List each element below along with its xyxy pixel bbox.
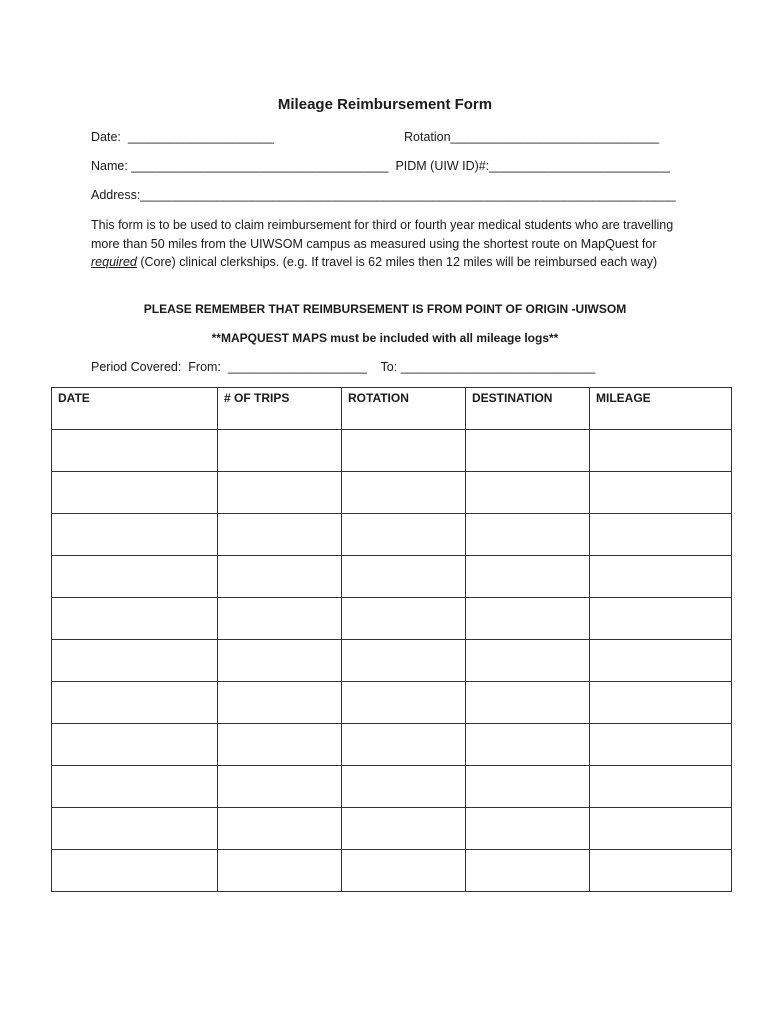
cell-mileage[interactable] [590, 430, 732, 472]
cell-date[interactable] [52, 472, 218, 514]
cell-destination[interactable] [466, 556, 590, 598]
table-body [52, 430, 732, 892]
cell-destination[interactable] [466, 640, 590, 682]
cell-rotation[interactable] [342, 808, 466, 850]
cell-date[interactable] [52, 850, 218, 892]
cell-date[interactable] [52, 514, 218, 556]
cell-trips[interactable] [218, 640, 342, 682]
mileage-log-table [51, 387, 732, 892]
cell-trips[interactable] [218, 430, 342, 472]
cell-destination[interactable] [466, 850, 590, 892]
table-row [52, 724, 732, 766]
instructions-text-start: This form is to be used to claim reimbursement for third or fourth year medical students who are travelling more than 50 miles from the UIWSOM campus as measured using the shortest route on MapQuest for [91, 218, 674, 251]
cell-date[interactable] [52, 808, 218, 850]
header-rotation: ROTATION [342, 388, 466, 430]
cell-rotation[interactable] [342, 682, 466, 724]
cell-mileage[interactable] [590, 850, 732, 892]
header-trips: # OF TRIPS [218, 388, 342, 430]
header-destination: DESTINATION [466, 388, 590, 430]
cell-rotation[interactable] [342, 850, 466, 892]
table-row [52, 850, 732, 892]
name-pidm-field[interactable]: Name: _____________________________________ PIDM (UIW ID)#:__________________________ [91, 159, 670, 173]
cell-trips[interactable] [218, 766, 342, 808]
origin-notice: PLEASE REMEMBER THAT REIMBURSEMENT IS FROM POINT OF ORIGIN -UIWSOM [143, 302, 627, 316]
cell-mileage[interactable] [590, 472, 732, 514]
table-row [52, 598, 732, 640]
instructions-emphasis: required [91, 255, 137, 269]
cell-rotation[interactable] [342, 430, 466, 472]
cell-destination[interactable] [466, 724, 590, 766]
header-date: DATE [52, 388, 218, 430]
cell-destination[interactable] [466, 766, 590, 808]
cell-rotation[interactable] [342, 640, 466, 682]
table-row [52, 766, 732, 808]
cell-destination[interactable] [466, 472, 590, 514]
cell-rotation[interactable] [342, 472, 466, 514]
cell-date[interactable] [52, 682, 218, 724]
cell-rotation[interactable] [342, 556, 466, 598]
cell-rotation[interactable] [342, 724, 466, 766]
cell-destination[interactable] [466, 598, 590, 640]
cell-destination[interactable] [466, 682, 590, 724]
cell-mileage[interactable] [590, 682, 732, 724]
cell-date[interactable] [52, 598, 218, 640]
address-field[interactable]: Address:_____________________________________________________________________________ [91, 188, 676, 202]
cell-trips[interactable] [218, 598, 342, 640]
table-row [52, 472, 732, 514]
cell-mileage[interactable] [590, 514, 732, 556]
instructions-text-end: (Core) clinical clerkships. (e.g. If travel is 62 miles then 12 miles will be reimbursed each way) [136, 255, 658, 269]
cell-trips[interactable] [218, 724, 342, 766]
cell-mileage[interactable] [590, 808, 732, 850]
cell-date[interactable] [52, 430, 218, 472]
date-field[interactable]: Date: _____________________ [91, 130, 274, 144]
table-header-row [52, 388, 732, 430]
cell-mileage[interactable] [590, 724, 732, 766]
cell-date[interactable] [52, 724, 218, 766]
cell-destination[interactable] [466, 430, 590, 472]
cell-rotation[interactable] [342, 598, 466, 640]
cell-mileage[interactable] [590, 640, 732, 682]
cell-date[interactable] [52, 556, 218, 598]
cell-trips[interactable] [218, 514, 342, 556]
table-row [52, 514, 732, 556]
rotation-field[interactable]: Rotation______________________________ [404, 130, 660, 144]
cell-mileage[interactable] [590, 766, 732, 808]
cell-destination[interactable] [466, 808, 590, 850]
cell-rotation[interactable] [342, 766, 466, 808]
cell-date[interactable] [52, 766, 218, 808]
period-covered-field[interactable]: Period Covered: From: ____________________ To: ____________________________ [91, 360, 596, 374]
instructions-paragraph [91, 216, 691, 272]
table-row [52, 640, 732, 682]
mapquest-notice: **MAPQUEST MAPS must be included with all mileage logs** [211, 331, 559, 345]
cell-destination[interactable] [466, 514, 590, 556]
cell-trips[interactable] [218, 472, 342, 514]
table-row [52, 430, 732, 472]
cell-mileage[interactable] [590, 556, 732, 598]
table-row [52, 682, 732, 724]
cell-trips[interactable] [218, 808, 342, 850]
cell-rotation[interactable] [342, 514, 466, 556]
cell-mileage[interactable] [590, 598, 732, 640]
table-row [52, 556, 732, 598]
cell-date[interactable] [52, 640, 218, 682]
cell-trips[interactable] [218, 556, 342, 598]
header-mileage: MILEAGE [590, 388, 732, 430]
cell-trips[interactable] [218, 850, 342, 892]
cell-trips[interactable] [218, 682, 342, 724]
table-row [52, 808, 732, 850]
form-title: Mileage Reimbursement Form [277, 96, 493, 113]
